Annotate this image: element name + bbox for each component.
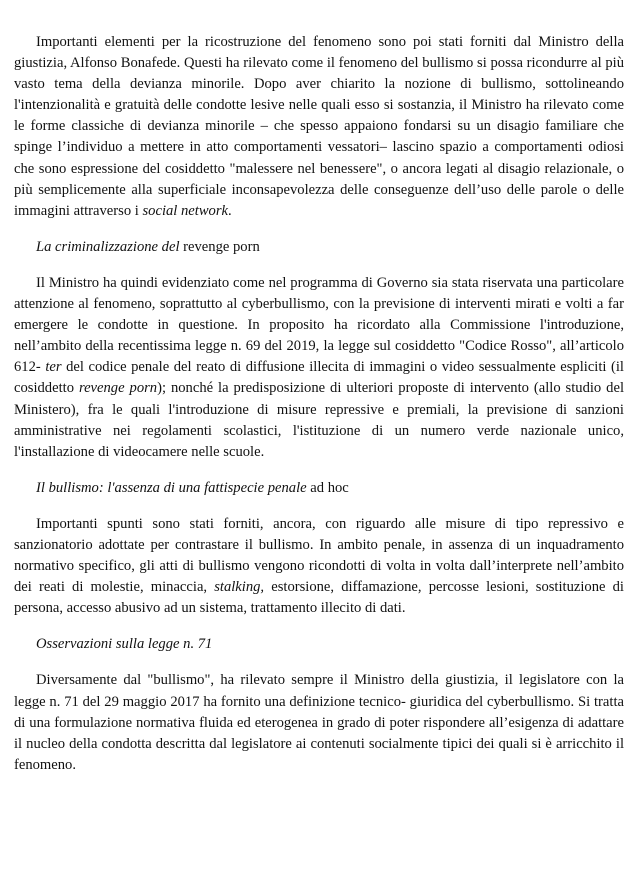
document-page — [14, 32, 624, 776]
paragraph-text: . — [228, 202, 232, 219]
heading-text: ad hoc — [306, 479, 349, 496]
paragraph-text: ); nonché la predisposizione di ulteriori proposte di intervento (allo studio del Ministero), fra le quali l'introduzione di misure repressive e premiali, la previsione di sanzioni amministrative nei regolamenti scolastici, l'istituzione di un numero verde nazionale unico, l'installazione di videocamere nelle scuole. — [14, 380, 624, 460]
paragraph-text: del codice penale del reato di diffusione illecita di immagini o video sessualmente espliciti (il cosiddetto — [14, 359, 624, 397]
emphasis-text: stalking, — [214, 579, 265, 596]
heading-text: revenge porn — [179, 238, 260, 255]
emphasis-text: ter — [45, 359, 62, 376]
paragraph-minister-observations — [14, 32, 624, 222]
emphasis-text: revenge porn — [78, 380, 158, 397]
heading-italic-text: Il bullismo: l'assenza di una fattispecie penale — [36, 479, 307, 496]
section-heading-legge-71 — [14, 634, 624, 655]
paragraph-text: Importanti elementi per la ricostruzione del fenomeno sono poi stati forniti dal Ministro della giustizia, Alfonso Bonafede. Questi ha rilevato come il fenomeno del bullismo si possa ricondurre al più vasto tema della devianza minorile. Dopo aver chiarito la nozione di bullismo, sottolineando l'intenzionalità e gratuità delle condotte lesive nelle quali esso si sostanzia, il Ministro ha rilevato come le forme classiche di devianza minorile – che spesso appaiono fondarsi su un disagio familiare che spinge l’individuo a mettere in atto comportamenti vessatori– lascino spazio a comportamenti odiosi che sono espressione del cosiddetto "malessere nel benessere", o ancora legati al disagio relazionale, o più semplicemente alla superficiale inconsapevolezza delle conseguenze dell’uso delle parole o delle immagini attraverso i — [14, 34, 624, 219]
paragraph-text: estorsione, diffamazione, percosse lesioni, sostituzione di persona, accesso abusivo ad un sistema, trattamento illecito di dati. — [14, 579, 624, 617]
section-heading-revenge-porn — [14, 237, 624, 258]
paragraph-cyberbullismo-definition — [14, 670, 624, 775]
heading-italic-text: Osservazioni sulla legge n. 71 — [36, 636, 213, 653]
paragraph-text: Diversamente dal "bullismo", ha rilevato sempre il Ministro della giustizia, il legislatore con la legge n. 71 del 29 maggio 2017 ha fornito una definizione tecnico- giuridica del cyberbullismo. Si tratta di una formulazione normativa fluida ed eterogenea in grado di poter rispondere all’esigenza di adattare il nucleo della condotta descritta dal legislatore ai contenuti socialmente tipici dei quali si è arricchito il fenomeno. — [14, 672, 624, 773]
paragraph-repressive-measures — [14, 514, 624, 619]
heading-italic-text: La criminalizzazione del — [36, 238, 180, 255]
paragraph-text: Il Ministro ha quindi evidenziato come nel programma di Governo sia stata riservata una particolare attenzione al fenomeno, soprattutto al cyberbullismo, con la previsione di interventi mirati e volti a far emergere le condotte in questione. In proposito ha ricordato alla Commissione l'introduzione, nell’ambito della recentissima legge n. 69 del 2019, la legge sul cosiddetto "Codice Rosso", all’articolo 612- — [14, 274, 624, 376]
paragraph-government-program — [14, 273, 624, 463]
section-heading-bullismo — [14, 478, 624, 499]
emphasis-text: social network — [142, 202, 229, 219]
paragraph-text: Importanti spunti sono stati forniti, ancora, con riguardo alle misure di tipo repressivo e sanzionatorio adottate per contrastare il bullismo. In ambito penale, in assenza di un inquadramento normativo specifico, gli atti di bullismo vengono ricondotti di volta in volta dall’interprete nell’ambito dei reati di molestie, minaccia, — [14, 515, 624, 596]
